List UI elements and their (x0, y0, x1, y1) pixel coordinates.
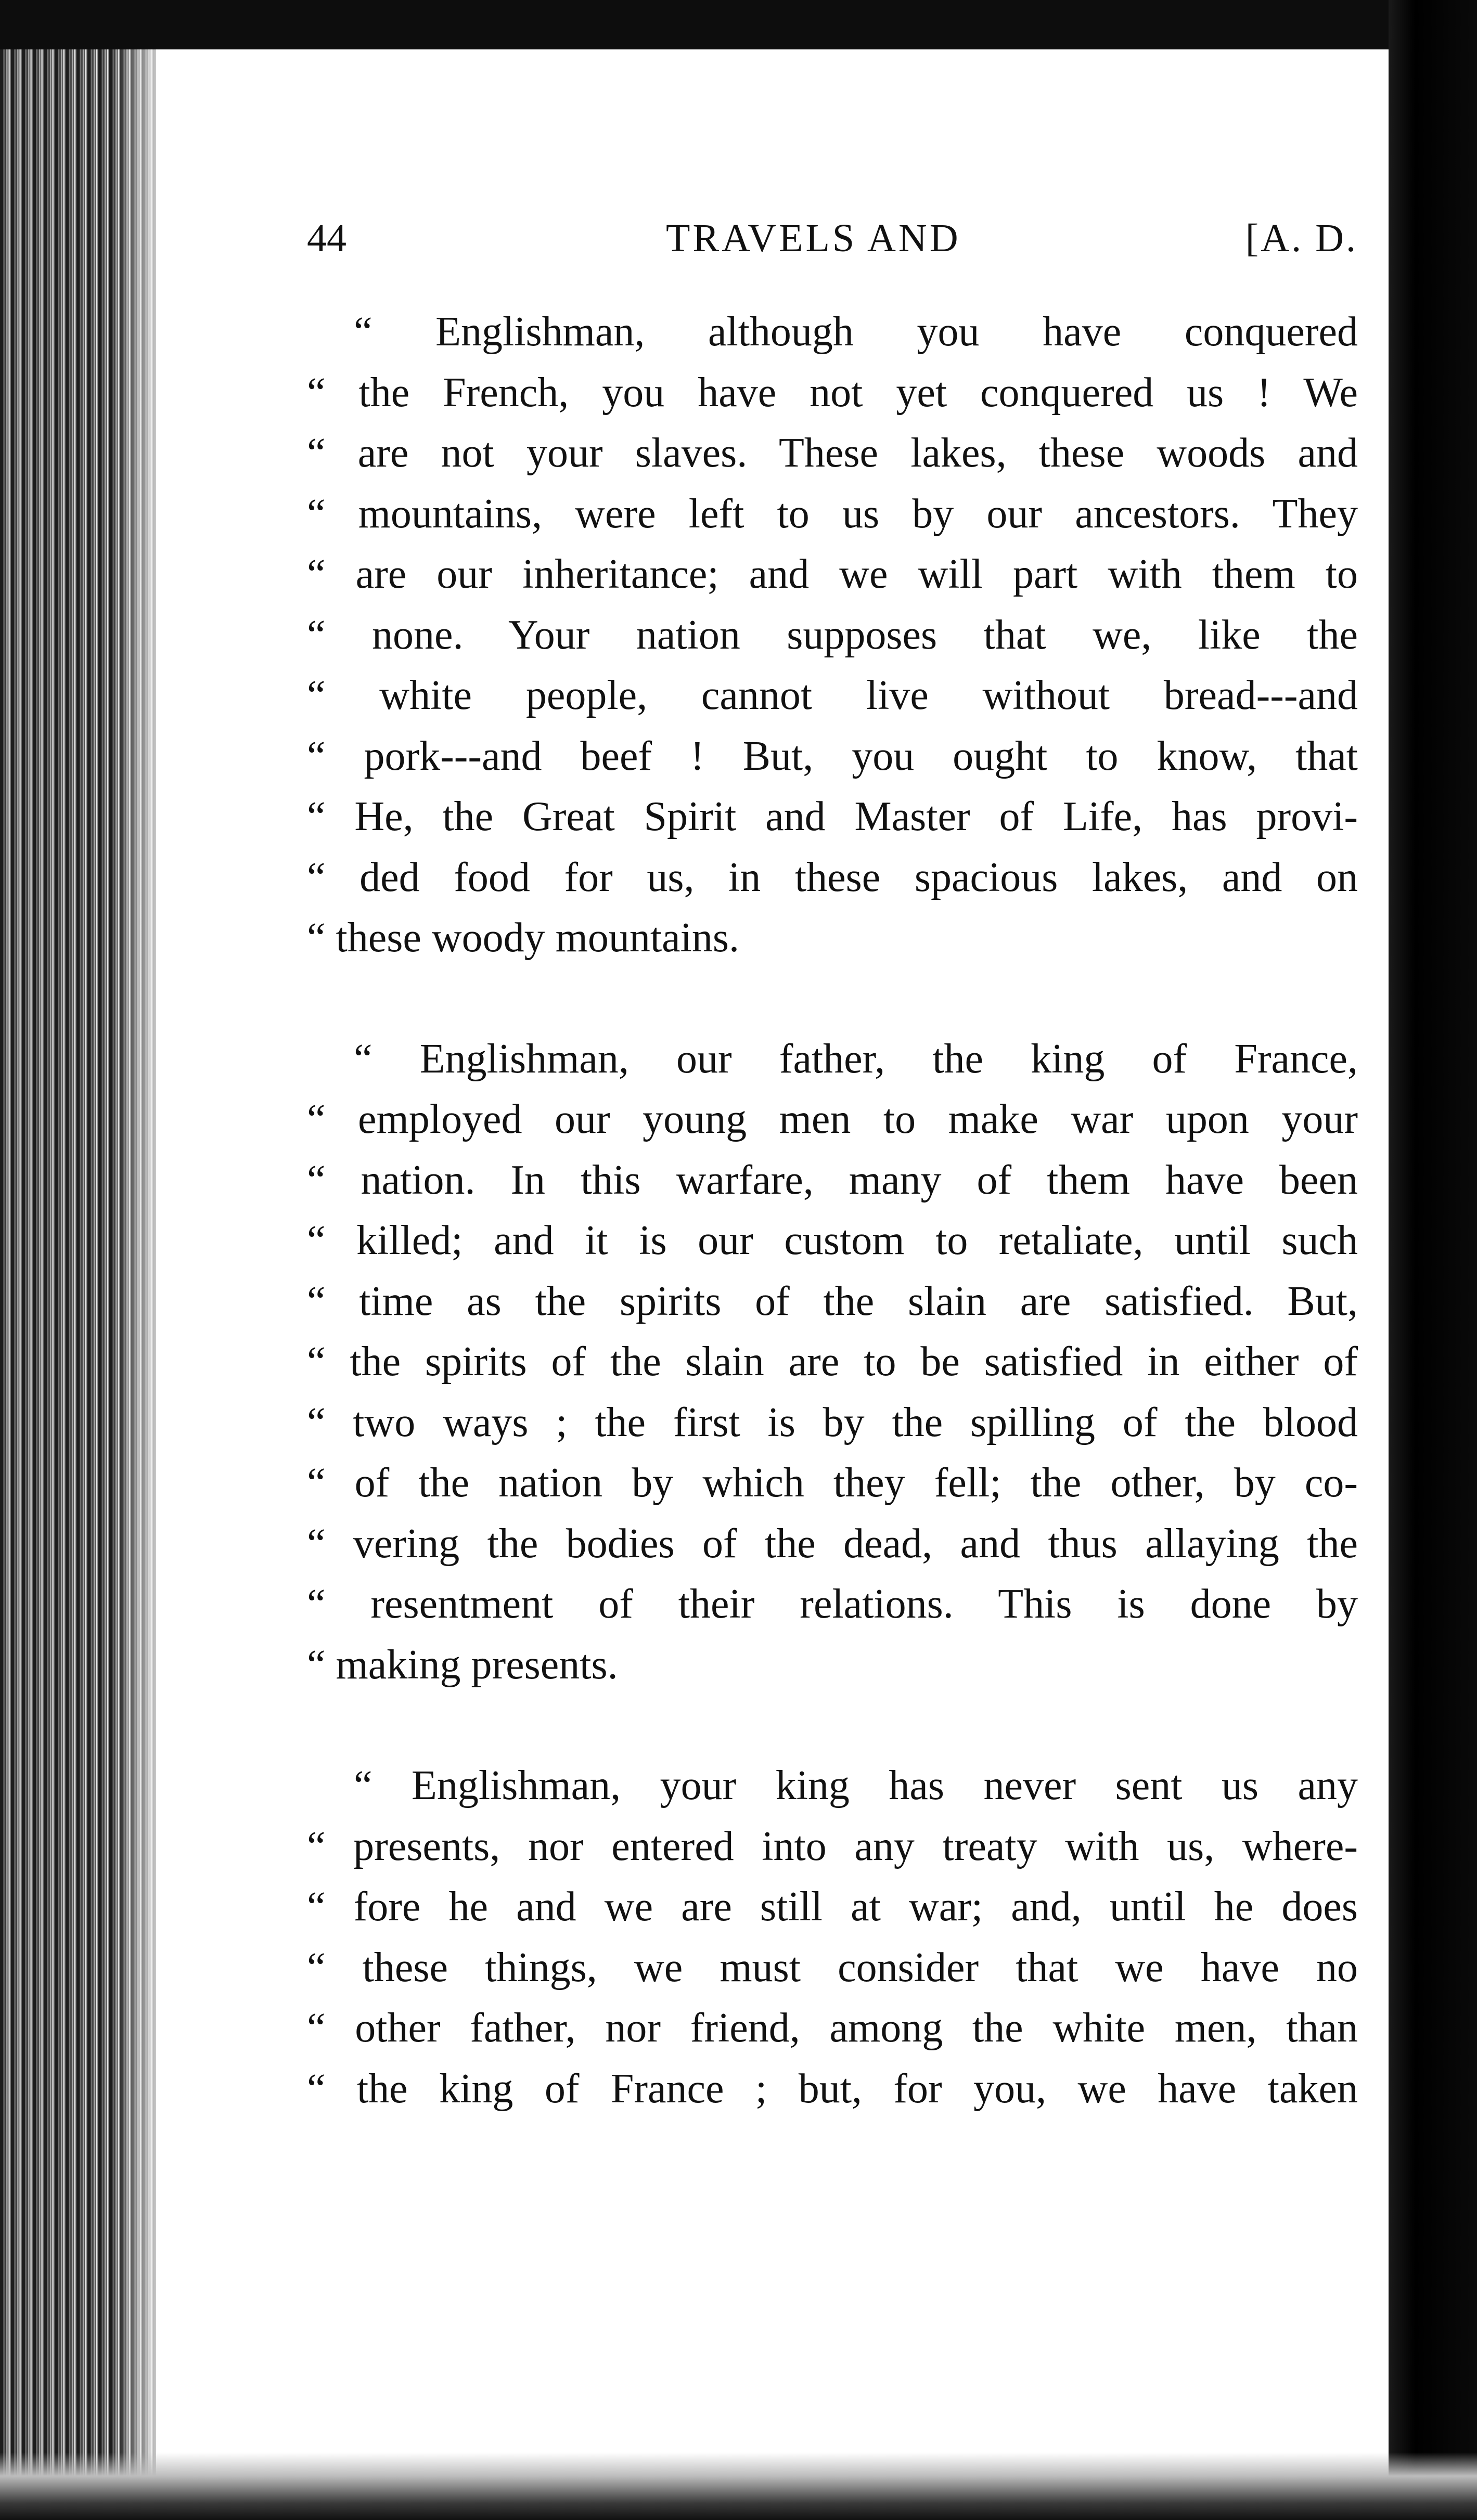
text-line: “ these things, we must consider that we have no (307, 1944, 1358, 1991)
text-line: “ Englishman, our father, the king of France, (354, 1036, 1358, 1082)
text-line: “ fore he and we are still at war; and, until he does (307, 1884, 1358, 1930)
text-line: “ none. Your nation supposes that we, like the (307, 612, 1358, 658)
paragraph (307, 1029, 1358, 1696)
text-line: “ white people, cannot live without bread---and (307, 673, 1358, 718)
running-head (307, 216, 1358, 278)
binding-edge-fade (114, 0, 182, 2520)
text-line: “ two ways ; the first is by the spilling of the blood (307, 1399, 1358, 1445)
text-line: “ He, the Great Spirit and Master of Life, has provi- (307, 794, 1358, 839)
bottom-scan-border (0, 2452, 1477, 2520)
paragraph (307, 302, 1358, 968)
text-line: “ other father, nor friend, among the white men, than (307, 2005, 1358, 2051)
text-line: “ the French, you have not yet conquered us ! We (307, 369, 1358, 416)
running-date-marker: [A. D. (1245, 216, 1358, 260)
text-line: “ ded food for us, in these spacious lakes, and on (307, 854, 1358, 900)
text-line: “ mountains, were left to us by our ancestors. They (307, 490, 1358, 537)
text-line: “ these woody mountains. (307, 915, 739, 961)
text-line: “ time as the spirits of the slain are satisfied. But, (307, 1278, 1358, 1324)
text-line: “ the spirits of the slain are to be satisfied in either of (307, 1339, 1358, 1385)
text-line: “ nation. In this warfare, many of them have been (307, 1157, 1358, 1203)
paragraph (307, 1755, 1358, 2119)
text-line: “ pork---and beef ! But, you ought to know, that (307, 733, 1358, 779)
text-line: “ are not your slaves. These lakes, these woods and (307, 430, 1358, 476)
page-body (307, 302, 1358, 2119)
text-line: “ presents, nor entered into any treaty with us, where- (307, 1823, 1358, 1869)
text-line: “ killed; and it is our custom to retaliate, until such (307, 1218, 1358, 1263)
page-number: 44 (307, 216, 346, 260)
text-line: “ are our inheritance; and we will part with them to (307, 551, 1358, 597)
text-line: “ resentment of their relations. This is done by (307, 1581, 1358, 1627)
right-scan-border (1389, 0, 1477, 2520)
running-title: TRAVELS AND (666, 216, 961, 260)
text-line: “ vering the bodies of the dead, and thus allaying the (307, 1520, 1358, 1567)
text-line: “ the king of France ; but, for you, we have taken (307, 2065, 1358, 2112)
text-line: “ making presents. (307, 1642, 618, 1688)
text-line: “ Englishman, your king has never sent us any (354, 1763, 1358, 1808)
text-line: “ employed our young men to make war upon your (307, 1096, 1358, 1142)
text-line: “ Englishman, although you have conquered (354, 309, 1358, 355)
top-scan-border (0, 0, 1477, 49)
text-line: “ of the nation by which they fell; the other, by co- (307, 1460, 1358, 1506)
